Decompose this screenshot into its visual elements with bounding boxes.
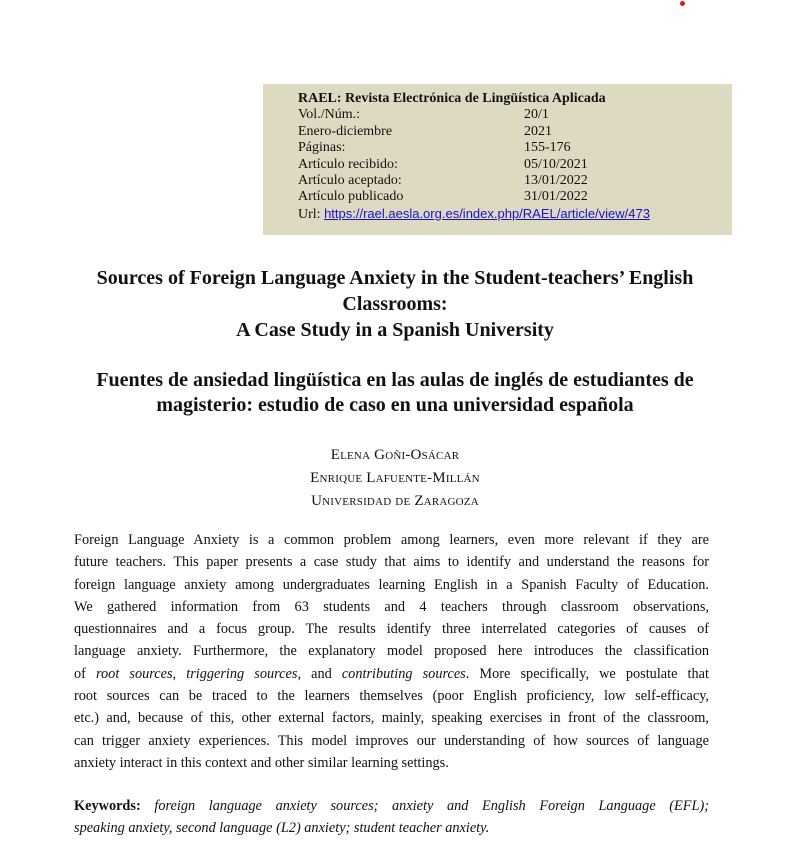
abstract: Foreign Language Anxiety is a common problem among learners, even more relevant if they are future teachers. This paper presents a case study that aims to identify and understand the reasons for foreign language anxiety among undergraduates learning English in a Spanish Faculty of Education. We gathered information from 63 students and 4 teachers through classroom observations, questionnaires and a focus group. The results identify three interrelated categories of causes of language anxiety. Furthermore, the explanatory model proposed here introduces the classification of root sources, triggering sources, and contributing sources. More specifically, we postulate that root sources can be traced to the learners themselves (poor English proficiency, low self-efficacy, etc.) and, because of this, other external factors, mainly, speaking exercises in front of the classroom, can trigger anxiety experiences. This model improves our understanding of how sources of language anxiety interact in this context and other similar learning settings.	[74, 532, 709, 771]
red-marker-dot	[680, 1, 685, 6]
keywords: Keywords: foreign language anxiety sources; anxiety and English Foreign Language (EFL); speaking anxiety, second language (L2) anxiety; student teacher anxiety.	[74, 798, 709, 837]
title-english: Sources of Foreign Language Anxiety in the Student-teachers’ English Classrooms: A Case Study in a Spanish University	[96, 267, 694, 341]
journal-title: RAEL: Revista Electrónica de Lingüística Aplicada	[298, 91, 606, 106]
info-row-period: Enero-diciembre 2021	[298, 123, 552, 139]
article-url-link[interactable]: https://rael.aesla.org.es/index.php/RAEL/article/view/473	[324, 205, 650, 221]
author-name: Elena Goñi-Osácar	[330, 447, 460, 463]
info-row-url: Url: https://rael.aesla.org.es/index.php/RAEL/article/view/473	[298, 205, 650, 222]
title-spanish: Fuentes de ansiedad lingüística en las aulas de inglés de estudiantes de magisterio: estudio de caso en una universidad española	[96, 369, 694, 416]
info-row-pages: Páginas: 155-176	[298, 140, 571, 156]
info-row-published: Artículo publicado 31/01/2022	[298, 189, 588, 205]
keywords-label: Keywords:	[74, 798, 141, 814]
affiliation: Universidad de Zaragoza	[311, 493, 479, 509]
author-block	[0, 444, 790, 513]
info-row-volume: Vol./Núm.: 20/1	[298, 107, 549, 123]
author-name: Enrique Lafuente-Millán	[310, 470, 480, 486]
journal-info-box	[263, 84, 732, 235]
info-row-accepted: Artículo aceptado: 13/01/2022	[298, 173, 588, 189]
info-row-received: Artículo recibido: 05/10/2021	[298, 156, 588, 172]
